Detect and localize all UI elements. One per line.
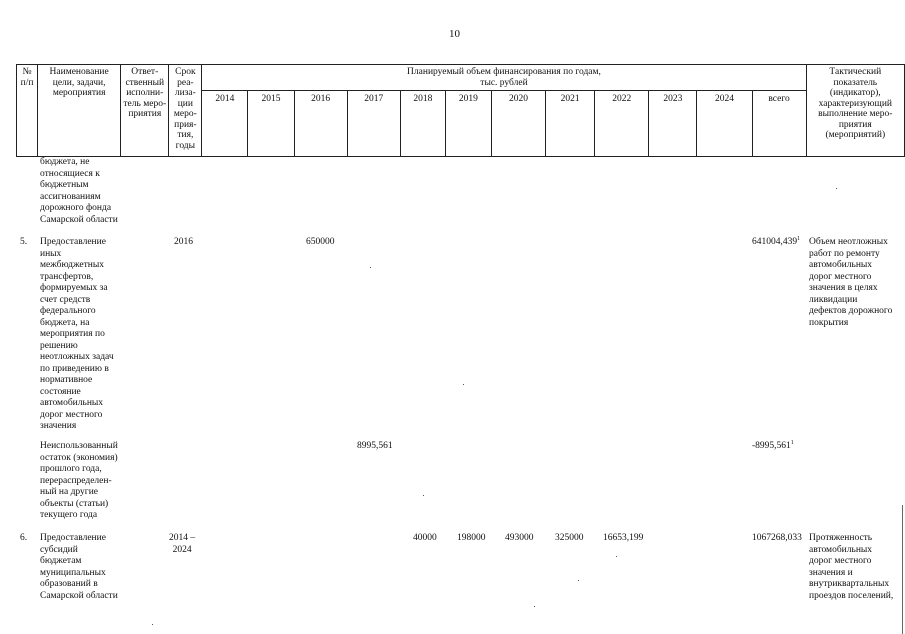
row-unused-total: -8995,561$^1$	[752, 439, 794, 451]
row-6-indicator: Протяженность автомобильных дорог местного значения и внутриквартальных проездов поселений,	[809, 533, 894, 601]
header-name: Наименование цели, задачи, мероприятия	[38, 65, 121, 157]
row-6-term: 2014 – 2024	[169, 533, 196, 555]
scan-speck	[423, 495, 424, 496]
header-year-2022: 2022	[595, 91, 649, 157]
header-year-2015: 2015	[248, 91, 294, 157]
row-5-total: 641004,439$^1$	[752, 235, 801, 247]
row-5-name: Предоставление иных межбюджетных трансфертов, формируемых за счет средств федерального бюджета, на мероприятия по решению неотложных задач по приведению в нормативное состояние автомобильных дорог местного значения	[40, 237, 114, 431]
row-6-name: Предоставление субсидий бюджетам муниципальных образований в Самарской области	[40, 533, 118, 601]
header-year-2014: 2014	[202, 91, 248, 157]
header-year-2021: 2021	[546, 91, 595, 157]
scan-speck	[370, 267, 371, 268]
financing-table-header	[16, 64, 905, 157]
header-indicator: Тактический показатель (индикатор), характеризующий выполнение меро- приятия (мероприятий)	[806, 65, 904, 157]
scan-speck	[152, 624, 153, 625]
row-unused-name: Неиспользованный остаток (экономия) прошлого года, перераспределен- ный на другие объекты (статьи) текущего года	[40, 441, 118, 520]
row-5-indicator: Объем неотложных работ по ремонту автомобильных дорог местного значения в целях ликвидации дефектов дорожного покрытия	[809, 237, 893, 328]
scan-edge-line	[902, 505, 903, 634]
header-year-2024: 2024	[697, 91, 752, 157]
header-year-2019: 2019	[445, 91, 491, 157]
header-executor: Ответ- ственный исполни- тель меро- приятия	[121, 65, 169, 157]
row-6-value-2019: 198000	[457, 533, 486, 543]
header-year-2020: 2020	[491, 91, 545, 157]
page-number: 10	[449, 28, 460, 40]
row-5-term: 2016	[174, 237, 193, 247]
header-financing: Планируемый объем финансирования по годам, тыс. рублей	[202, 65, 806, 91]
row-5-num: 5.	[20, 237, 28, 247]
header-year-total: всего	[752, 91, 806, 157]
scan-speck	[836, 188, 837, 189]
row-6-num: 6.	[20, 533, 28, 543]
scan-speck	[616, 556, 617, 557]
row-6-value-2018: 40000	[413, 533, 437, 543]
header-num: № п/п	[17, 65, 38, 157]
row-5-total-footnote: 1	[797, 235, 801, 242]
header-year-2017: 2017	[347, 91, 400, 157]
row-5-value-2016: 650000	[306, 237, 335, 247]
row-6-value-2022: 16653,199	[603, 533, 644, 543]
scan-speck	[578, 580, 579, 581]
row-6-value-2021: 325000	[555, 533, 584, 543]
row-continuation-name: бюджета, не относящиеся к бюджетным ассигнованиям дорожного фонда Самарской области	[40, 157, 118, 225]
header-year-2016: 2016	[294, 91, 347, 157]
row-6-total: 1067268,033	[752, 533, 802, 543]
header-year-2023: 2023	[649, 91, 697, 157]
header-term: Срок реа- лиза- ции меро- прия- тия, годы	[169, 65, 202, 157]
row-unused-value-2017: 8995,561	[357, 441, 393, 451]
row-unused-total-footnote: 1	[790, 439, 794, 446]
header-year-2018: 2018	[400, 91, 445, 157]
scan-speck	[534, 606, 535, 607]
scan-speck	[463, 384, 464, 385]
row-6-value-2020: 493000	[505, 533, 534, 543]
